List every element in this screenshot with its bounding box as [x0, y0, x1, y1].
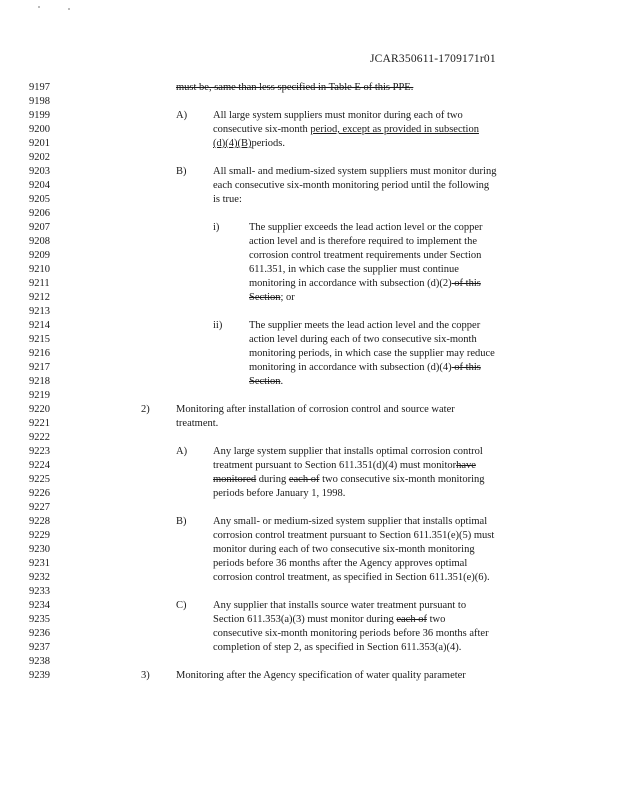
para-b2-line: periods before 36 months after the Agency approves optimal — [213, 558, 468, 569]
para-ii-line: monitoring in accordance with subsection (d)(4) of this — [249, 362, 481, 373]
line-number: 9224 — [29, 460, 50, 471]
para-b2-line: Any small- or medium-sized system supplier that installs optimal — [213, 516, 488, 527]
line-number: 9201 — [29, 138, 50, 149]
document-id: JCAR350611-1709171r01 — [370, 53, 496, 65]
para-a2-line: monitored during each of two consecutive six-month monitoring — [213, 474, 485, 485]
line-number: 9197 — [29, 82, 50, 93]
para-i-line: action level and is therefore required to implement the — [249, 236, 477, 247]
line-number: 9236 — [29, 628, 50, 639]
para-b1-line: is true: — [213, 194, 242, 205]
para-b1-line: All small- and medium-sized system suppliers must monitor during — [213, 166, 497, 177]
line-number: 9234 — [29, 600, 50, 611]
line-number: 9212 — [29, 292, 50, 303]
line-number: 9200 — [29, 124, 50, 135]
para-b2-line: corrosion control treatment pursuant to Section 611.351(e)(5) must — [213, 530, 495, 541]
line-number: 9218 — [29, 376, 50, 387]
struck-fragment: must be, same than less specified in Table E of this PPE. — [176, 82, 414, 93]
line-number: 9238 — [29, 656, 50, 667]
para-ii-line: action level during each of two consecutive six-month — [249, 334, 477, 345]
para-a1-line: All large system suppliers must monitor during each of two — [213, 110, 463, 121]
line-number: 9209 — [29, 250, 50, 261]
line-number: 9213 — [29, 306, 50, 317]
line-number: 9226 — [29, 488, 50, 499]
marker-3: 3) — [141, 670, 150, 681]
line-number: 9215 — [29, 334, 50, 345]
line-number: 9219 — [29, 390, 50, 401]
para-ii-line: Section. — [249, 376, 284, 387]
line-number: 9208 — [29, 236, 50, 247]
line-number: 9229 — [29, 530, 50, 541]
line-number: 9220 — [29, 404, 50, 415]
para-b1-line: each consecutive six-month monitoring period until the following — [213, 180, 490, 191]
para-b2-line: monitor during each of two consecutive six-month monitoring — [213, 544, 475, 555]
marker-a2: A) — [176, 446, 188, 457]
line-number: 9216 — [29, 348, 50, 359]
line-number: 9198 — [29, 96, 50, 107]
line-number: 9235 — [29, 614, 50, 625]
line-number: 9202 — [29, 152, 50, 163]
scan-speck — [68, 8, 70, 10]
para-a2-line: periods before January 1, 1998. — [213, 488, 346, 499]
scan-speck — [38, 6, 40, 8]
para-c2-line: completion of step 2, as specified in Section 611.353(a)(4). — [213, 642, 462, 653]
line-number: 9232 — [29, 572, 50, 583]
line-number: 9231 — [29, 558, 50, 569]
para-i-line: corrosion control treatment requirements under Section — [249, 250, 482, 261]
line-number: 9227 — [29, 502, 50, 513]
para-a2-line: Any large system supplier that installs optimal corrosion control — [213, 446, 483, 457]
para-i-line: The supplier exceeds the lead action level or the copper — [249, 222, 483, 233]
line-number: 9211 — [29, 278, 50, 289]
marker-a1: A) — [176, 110, 188, 121]
marker-c2: C) — [176, 600, 187, 611]
line-number: 9217 — [29, 362, 50, 373]
line-number: 9203 — [29, 166, 50, 177]
line-number: 9237 — [29, 642, 50, 653]
marker-ii: ii) — [213, 320, 223, 331]
para-c2-line: Any supplier that installs source water treatment pursuant to — [213, 600, 467, 611]
line-number: 9205 — [29, 194, 50, 205]
line-number: 9206 — [29, 208, 50, 219]
marker-b2: B) — [176, 516, 187, 527]
line-number: 9204 — [29, 180, 50, 191]
line-number: 9230 — [29, 544, 50, 555]
para-a1-line: (d)(4)(B)periods. — [213, 138, 286, 149]
line-number: 9214 — [29, 320, 50, 331]
line-number: 9223 — [29, 446, 50, 457]
para-i-line: monitoring in accordance with subsection (d)(2) of this — [249, 278, 481, 289]
para-i-line: 611.351, in which case the supplier must continue — [249, 264, 459, 275]
line-number: 9228 — [29, 516, 50, 527]
line-number: 9225 — [29, 474, 50, 485]
line-number: 9233 — [29, 586, 50, 597]
marker-2: 2) — [141, 404, 150, 415]
line-number: 9210 — [29, 264, 50, 275]
line-number: 9207 — [29, 222, 50, 233]
para-b2-line: corrosion control treatment, as specified in Section 611.351(e)(6). — [213, 572, 490, 583]
para-a2-line: treatment pursuant to Section 611.351(d)(4) must monitorhave — [213, 460, 476, 471]
para-c2-line: consecutive six-month monitoring periods before 36 months after — [213, 628, 489, 639]
para-c2-line: Section 611.353(a)(3) must monitor during each of two — [213, 614, 446, 625]
para-a1-line: consecutive six-month period, except as provided in subsection — [213, 124, 479, 135]
para-3-line: Monitoring after the Agency specification of water quality parameter — [176, 670, 466, 681]
line-number: 9199 — [29, 110, 50, 121]
marker-i: i) — [213, 222, 220, 233]
para-ii-line: The supplier meets the lead action level and the copper — [249, 320, 481, 331]
line-number: 9221 — [29, 418, 50, 429]
para-2-line: Monitoring after installation of corrosion control and source water — [176, 404, 455, 415]
para-ii-line: monitoring periods, in which case the supplier may reduce — [249, 348, 495, 359]
para-i-line: Section; or — [249, 292, 295, 303]
marker-b1: B) — [176, 166, 187, 177]
para-2-line: treatment. — [176, 418, 219, 429]
line-number: 9239 — [29, 670, 50, 681]
line-number: 9222 — [29, 432, 50, 443]
